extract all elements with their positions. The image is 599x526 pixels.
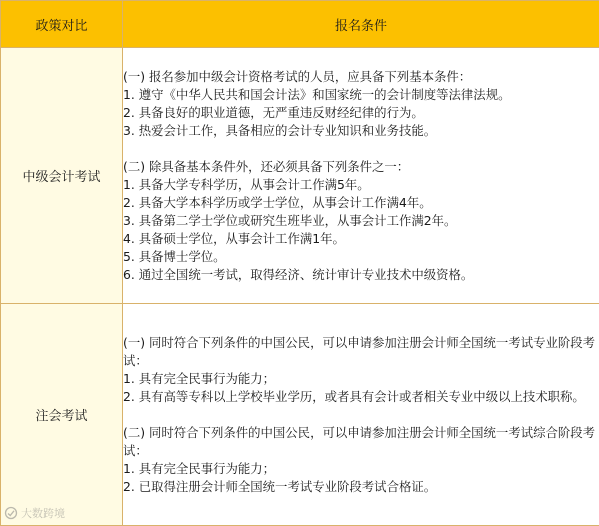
- condition-line: 3. 热爱会计工作，具备相应的会计专业知识和业务技能。: [123, 122, 599, 140]
- row-content-cpa-exam: [123, 304, 599, 526]
- condition-line: 6. 通过全国统一考试，取得经济、统计审计专业技术中级资格。: [123, 266, 599, 284]
- table-header-row: [1, 1, 599, 48]
- brand-logo-icon: [4, 506, 18, 520]
- condition-line: 2. 具备大学本科学历或学士学位，从事会计工作满4年。: [123, 194, 599, 212]
- condition-line: (二) 同时符合下列条件的中国公民，可以申请参加注册会计师全国统一考试综合阶段考试：: [123, 424, 599, 460]
- condition-line: 2. 具备良好的职业道德，无严重违反财经纪律的行为。: [123, 104, 599, 122]
- condition-block-comprehensive-stage: [123, 424, 599, 496]
- table-row-intermediate-accounting: [1, 48, 599, 304]
- row-content-intermediate-accounting: [123, 48, 599, 304]
- condition-line: 1. 具有完全民事行为能力；: [123, 370, 599, 388]
- condition-line: (一) 报名参加中级会计资格考试的人员，应具备下列基本条件：: [123, 68, 599, 86]
- condition-line: 2. 具有高等专科以上学校毕业学历，或者具有会计或者相关专业中级以上技术职称。: [123, 388, 599, 406]
- watermark-text: 大数跨境: [21, 505, 65, 521]
- condition-line: (二) 除具备基本条件外，还必须具备下列条件之一：: [123, 158, 599, 176]
- condition-line: 2. 已取得注册会计师全国统一考试专业阶段考试合格证。: [123, 478, 599, 496]
- condition-line: 5. 具备博士学位。: [123, 248, 599, 266]
- condition-block-basic: [123, 68, 599, 140]
- condition-line: 4. 具备硕士学位，从事会计工作满1年。: [123, 230, 599, 248]
- row-label-cpa-exam: 注会考试: [1, 304, 123, 526]
- header-policy-compare: 政策对比: [1, 1, 123, 48]
- row-label-intermediate-accounting: 中级会计考试: [1, 48, 123, 304]
- condition-line: 1. 遵守《中华人民共和国会计法》和国家统一的会计制度等法律法规。: [123, 86, 599, 104]
- condition-line: 1. 具有完全民事行为能力；: [123, 460, 599, 478]
- table-row-cpa-exam: [1, 304, 599, 526]
- condition-line: 1. 具备大学专科学历，从事会计工作满5年。: [123, 176, 599, 194]
- condition-block-professional-stage: [123, 334, 599, 406]
- watermark: [4, 505, 65, 521]
- condition-block-additional: [123, 158, 599, 284]
- condition-line: (一) 同时符合下列条件的中国公民，可以申请参加注册会计师全国统一考试专业阶段考试：: [123, 334, 599, 370]
- condition-line: 3. 具备第二学士学位或研究生班毕业，从事会计工作满2年。: [123, 212, 599, 230]
- header-requirements: 报名条件: [123, 1, 599, 48]
